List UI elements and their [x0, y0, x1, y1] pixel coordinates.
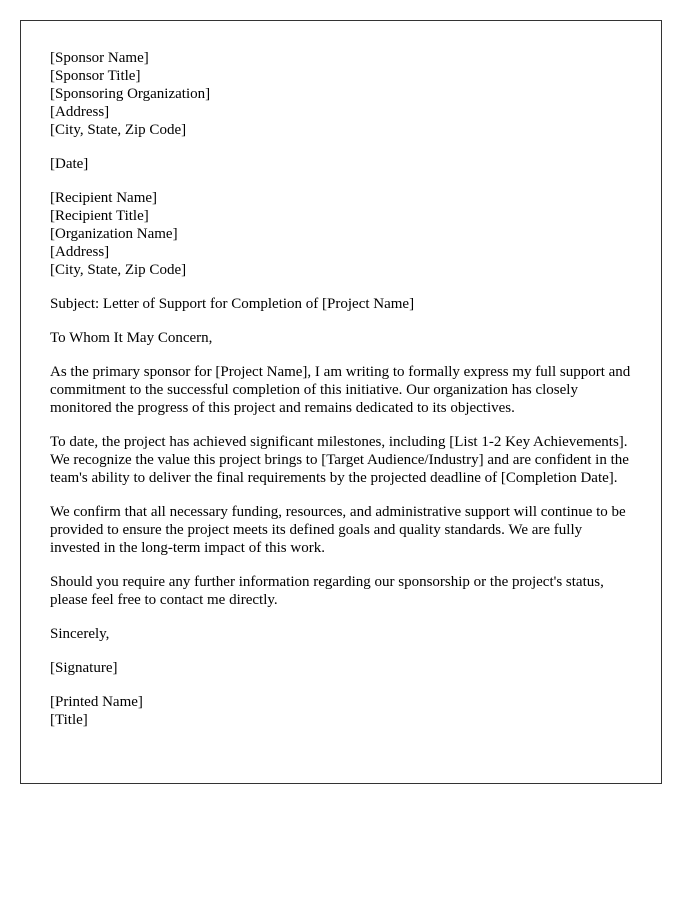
body-paragraph: We confirm that all necessary funding, resources, and administrative support will continue to be provided to ensure the project meets its defined goals and quality standards. We are fully invested in the long-term impact of this work.: [50, 504, 626, 556]
recipient-city-state-zip: [City, State, Zip Code]: [50, 262, 187, 278]
closing: Sincerely,: [50, 626, 110, 642]
subject-line: Subject: Letter of Support for Completion of [Project Name]: [50, 296, 415, 312]
recipient-name: [Recipient Name]: [50, 190, 158, 206]
letter-page: [20, 20, 662, 784]
recipient-organization: [Organization Name]: [50, 226, 178, 242]
signer-title: [Title]: [50, 712, 88, 728]
recipient-title: [Recipient Title]: [50, 208, 149, 224]
signature: [Signature]: [50, 660, 118, 676]
sender-city-state-zip: [City, State, Zip Code]: [50, 122, 187, 138]
printed-name: [Printed Name]: [50, 694, 143, 710]
body-paragraph: To date, the project has achieved significant milestones, including [List 1-2 Key Achievements]. We recognize the value this project brings to [Target Audience/Industry] and are confident in the team's ability to deliver the final requirements by the projected deadline of [Completion Date].: [50, 434, 629, 486]
sender-name: [Sponsor Name]: [50, 50, 149, 66]
recipient-address: [Address]: [50, 244, 110, 260]
sender-address: [Address]: [50, 104, 110, 120]
sender-organization: [Sponsoring Organization]: [50, 86, 211, 102]
letter-date: [Date]: [50, 156, 89, 172]
recipient-address-block: [50, 189, 632, 279]
body-paragraph: As the primary sponsor for [Project Name], I am writing to formally express my full support and commitment to the successful completion of this initiative. Our organization has closely monitored the progress of this project and remains dedicated to its objectives.: [50, 364, 631, 416]
signer-block: [50, 693, 632, 729]
salutation: To Whom It May Concern,: [50, 330, 213, 346]
sender-title: [Sponsor Title]: [50, 68, 141, 84]
sender-address-block: [50, 49, 632, 139]
body-paragraph: Should you require any further information regarding our sponsorship or the project's status, please feel free to contact me directly.: [50, 574, 604, 608]
